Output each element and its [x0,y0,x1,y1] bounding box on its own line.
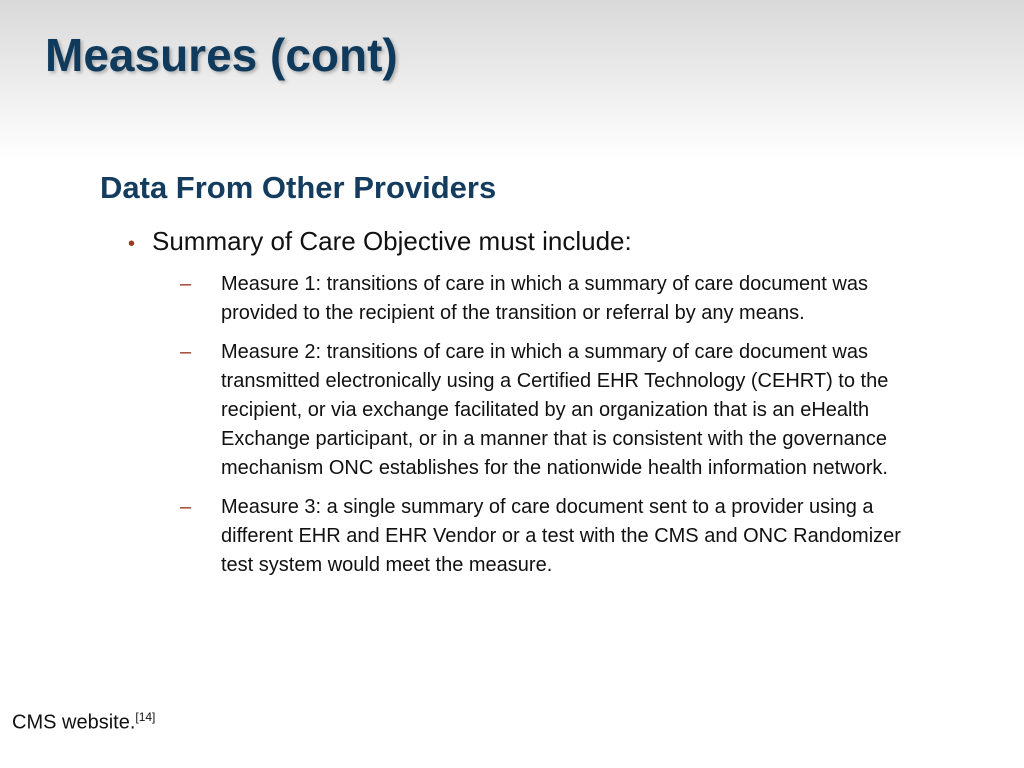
dash-marker: – [180,341,192,363]
bullet-text: Summary of Care Objective must include: [152,226,632,256]
citation [12,710,155,735]
section-heading: Data From Other Providers [100,170,497,205]
measure-text: Measure 2: transitions of care in which a summary of care document was transmitted electronically using a Certified EHR Technology (CEHRT) to the recipient, or via exchange facilitated by an organization that is an eHealth Exchange participant, or in a manner that is consistent with the governance mechanism ONC establishes for the nationwide health information network. [221,341,889,479]
dash-marker: – [180,273,192,295]
measure-item-1 [180,270,940,328]
slide-title: Measures (cont) [45,29,398,81]
measure-item-2 [180,338,940,483]
measure-list [180,270,940,590]
measure-text: Measure 3: a single summary of care document sent to a provider using a different EHR and EHR Vendor or a test with the CMS and ONC Randomizer test system would meet the measure. [221,496,901,576]
measure-text: Measure 1: transitions of care in which a summary of care document was provided to the recipient of the transition or referral by any means. [221,273,868,324]
citation-text: CMS website. [12,711,136,734]
citation-ref: [14] [135,710,156,724]
bullet-item [128,226,632,257]
dash-marker: – [180,496,192,518]
measure-item-3 [180,493,940,580]
bullet-marker: • [128,233,136,255]
